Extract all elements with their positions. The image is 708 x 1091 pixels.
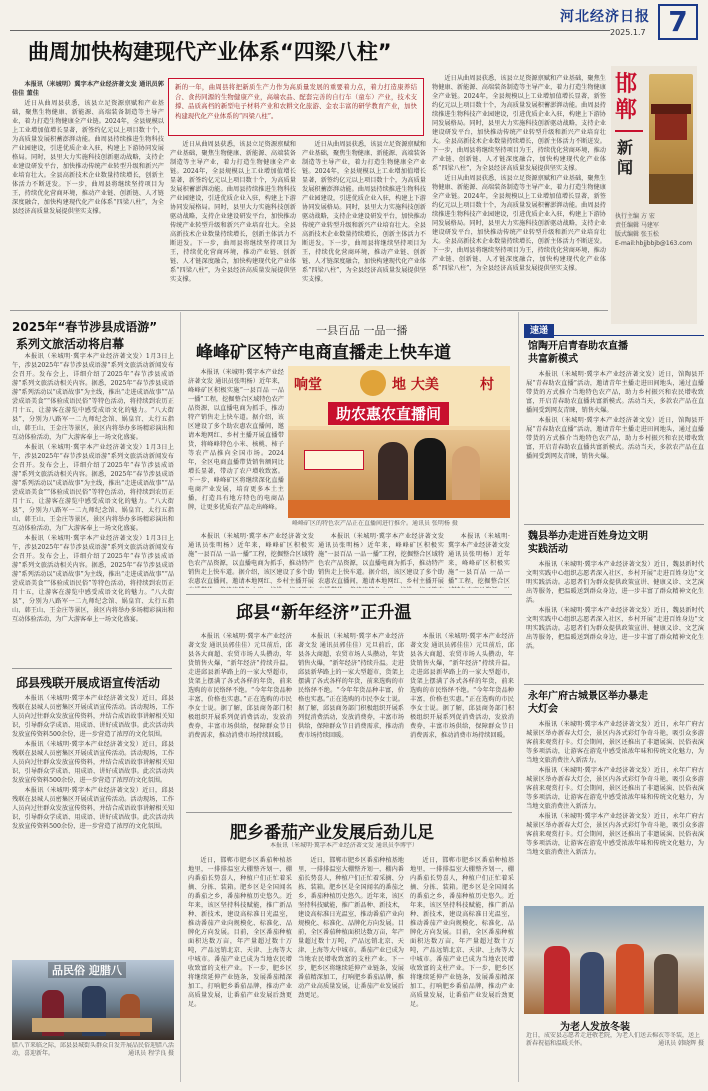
product-table [288,500,510,518]
brief-3-text: 本报讯（米城明·冀字本产业经济著文发）近日，永年广府古城景区举办新春大灯会，景区内各式彩灯争奇斗艳，吸引众多游客前来观赏打卡。灯会期间，景区还推出了非遗展演、民俗表演等多项活动，让游客在游览中感受浓浓年味和传统文化魅力，为当地文旅消费注入新活力。 [526,721,704,764]
divider [524,684,704,685]
brief-2-text: 本报讯（米城明·冀字本产业经济著文发）近日，魏县新时代文明实践中心组织志愿者深入社区、乡村开展“走进百姓身边”文明实践活动。志愿者们为群众提供政策宣讲、健康义诊、文艺演出等服务，把温暖送到群众身边，进一步丰富了群众精神文化生活。 [526,561,704,604]
livestream-text: 本报讯（米城明·冀字本产业经济著文发 通讯员张明杨）近年来，峰峰矿区积极实施“一县百品 一品一播”工程，挖掘整合区域特色农产品资源，以直播电商为抓手，推动特产销售走上快车道。据介绍，该区建设了多个助农惠农直播间，邀请本地网红、乡村主播开展 [318,533,444,585]
top-rule [10,30,610,31]
livestream-body-col3 [318,532,444,588]
brief-3-title: 永年广府古城景区举办暴走大灯会 [528,691,648,715]
divider [10,310,608,311]
main-body-col4 [432,74,606,306]
section-panel [611,66,697,324]
propaganda-text: 本报讯（米城明·冀字本产业经济著文发）近日，邱县残联在县城人员密集区开展成语宣传活动。活动现场，工作人员向过往群众发放宣传资料，并结合成语故事讲解相关知识，引导群众学成语、用成语、讲好成语故事。此次活动共发放宣传资料500余份，进一步营造了浓厚的文化氛围。 [12,787,174,830]
issue-date: 2025.1.7 [610,28,646,37]
festival-title: 2025年“春节涉县成语游” [12,320,158,334]
photo-left-credit: 通讯员 程学良 摄 [128,1050,174,1057]
festival-subtitle: 系列文旅活动将启幕 [16,337,125,351]
divider [186,812,512,813]
brief-1-text: 本报讯（米城明·冀字本产业经济著文发）近日，馆陶县开展“青春助农直播”活动，邀请青年主播走进田间地头，通过直播带货的方式推介当地特色农产品，助力乡村振兴和农民增收致富，开启青春助农直播共富新模式。活动当天，多款农产品在直播间受到网友青睐，销售火爆。 [526,371,704,414]
qiuxian-body-col2 [298,632,404,808]
propaganda-text: 本报讯（米城明·冀字本产业经济著文发）近日，邱县残联在县城人员密集区开展成语宣传活动。活动现场，工作人员向过往群众发放宣传资料，并结合成语故事讲解相关知识，引导群众学成语、用成语、讲好成语故事。此次活动共发放宣传资料500余份，进一步营造了浓厚的文化氛围。 [12,741,174,784]
tomato-text: 近日，邯郸市肥乡区番茄种植基地里，一排排温室大棚整齐划一，棚内番茄长势喜人，种植户们正忙着采摘、分拣、装箱。肥乡区是全国闻名的番茄之乡，番茄种植历史悠久。近年来，该区坚持科技赋能，推广新品种、新技术，建设高标准日光温室，推动番茄产业向规模化、标准化、品牌化方向发展。目前，全区番茄种植面积达数万亩，年产量超过数十万吨，产品远销北京、天津、上海等大中城市。番茄产业已成为当地农民增收致富的支柱产业。下一步，肥乡区将继续延伸产业链条，发展番茄精深加工，打响肥乡番茄品牌，推动产业高质量发展，让番茄产业发展后劲更足。 [188,857,292,1008]
main-body-cont: 近日从曲周县获悉，该县立足资源禀赋和产业基础，聚焦生物健康、新能源、高端装备制造等主导产业，着力打造生物健康全产业链。2024年，全县规模以上工业增加值增长显著，新签约亿元以上项目数十个，为高质量发展积蓄澎湃动能。曲周县持续推进生物科技产业园建设，引进优质企业入驻，构建上下游协同发展格局。同时，县里大力实施科技创新驱动战略，支持企业建设研发平台，加快推动传统产业转型升级和新兴产业培育壮大。全县高新技术企业数量持续增长，创新主体活力不断迸发。下一步，曲周县将继续坚持项目为王，持续优化营商环境，推动产业链、创新链、人才链深度融合，加快构建现代化产业体系“四梁八柱”，为全县经济高质量发展提供坚实支撑。 [432,75,606,172]
propaganda-title: 邱县残联开展成语宣传活动 [16,676,161,690]
photo-right-credit: 通讯员 韩晓辉 摄 [658,1040,704,1047]
qiuxian-text: 本报讯（米城明·冀字本产业经济著文发 通讯员郭佳佳）元旦前后，邱县各大商超、农贸市场人头攒动，年货销售火爆，“新年经济”持续升温。走进邱县新华路上的一家大型超市，货架上摆满了各式各样的年货，前来选购的市民络绎不绝。“今年年货品种丰富，价格也实惠。”正在选购的市民李女士说。据了解，邱县商务部门积极组织开展系列促消费活动，发放消费券，丰富市场供给，保障群众节日消费需求，推动消费市场持续回暖。 [298,633,404,739]
festival-text: 本报讯（米城明·冀字本产业经济著文发）1月3日上午，涉县2025年“春节涉县成语游”系列文旅活动新闻发布会召开。发布会上，详细介绍了2025年“春节涉县成语游”系列文旅活动相关内容。据悉，2025年“春节涉县成语游”系列活动以“成语故事”为主线，推出“走进成语故事”“品尝成语美食”“体验成语民俗”等特色活动，将持续到农历正月十五，让游客在游览中感受成语文化的魅力。“八大街县”，分别为八路军一二九师纪念馆、娲皇宫、太行五指山、韩王山、王金庄等景区，景区内将举办多场精彩演出和互动体验活动，为广大游客奉上一场文化盛宴。 [12,353,174,441]
divider [12,668,172,669]
lead-text: 新的一年，曲周县将把新质生产力作为高质量发展的重要着力点，着力打造康养结合、食药同源的生物健康产业，高端农品、配套完善的自行车（童车）产业，技术支撑、品质高档的新型电子材料产业和农耕文化旅游、金农丰富的研学教育产业，加快构建现代化产业体系的“四梁八柱”。 [175,83,417,120]
festival-text: 本报讯（米城明·冀字本产业经济著文发）1月3日上午，涉县2025年“春节涉县成语游”系列文旅活动新闻发布会召开。发布会上，详细介绍了2025年“春节涉县成语游”系列文旅活动相关内容。据悉，2025年“春节涉县成语游”系列活动以“成语故事”为主线，推出“走进成语故事”“品尝成语美食”“体验成语民俗”等特色活动，将持续到农历正月十五，让游客在游览中感受成语文化的魅力。“八大街县”，分别为八路军一二九师纪念馆、娲皇宫、太行五指山、韩王山、王金庄等景区，景区内将举办多场精彩演出和互动体验活动，为广大游客奉上一场文化盛宴。 [12,444,174,532]
page-number: 7 [658,4,698,40]
livestream-title: 峰峰矿区特产电商直播走上快车道 [196,343,451,363]
brief-2-text: 本报讯（米城明·冀字本产业经济著文发）近日，魏县新时代文明实践中心组织志愿者深入社区、乡村开展“走进百姓身边”文明实践活动。志愿者们为群众提供政策宣讲、健康义诊、文艺演出等服务，把温暖送到群众身边，进一步丰富了群众精神文化生活。 [526,607,704,650]
newspaper-name: 河北经济日报 [560,9,650,25]
tomato-byline: 本报讯（米城明·冀字本产业经济著文发 通讯员李博宇） [270,842,418,849]
banner-text-b: 地 大美 [392,377,439,393]
main-body-cont: 近日从曲周县获悉，该县立足资源禀赋和产业基础，聚焦生物健康、新能源、高端装备制造等主导产业，着力打造生物健康全产业链。2024年，全县规模以上工业增加值增长显著，新签约亿元以上项目数十个，为高质量发展积蓄澎湃动能。曲周县持续推进生物科技产业园建设，引进优质企业入驻，构建上下游协同发展格局。同时，县里大力实施科技创新驱动战略，支持企业建设研发平台，加快推动传统产业转型升级和新兴产业培育壮大。全县高新技术企业数量持续增长，创新主体活力不断迸发。下一步，曲周县将继续坚持项目为王，持续优化营商环境，推动产业链、创新链、人才链深度融合，加快构建现代化产业体系“四梁八柱”，为全县经济高质量发展提供坚实支撑。 [302,141,426,283]
photo-right [524,906,704,1014]
lead-box [168,78,424,136]
qiuxian-body-col1 [188,632,292,808]
livestream-body-col1 [188,368,284,534]
qiuxian-body-col3 [410,632,514,808]
staff-line: 责任编辑 马建军 [615,222,659,229]
tomato-title: 肥乡番茄产业发展后劲儿足 [230,823,434,843]
tomato-body-col2 [298,856,404,1084]
staff-line: 版式编辑 张玉松 [615,231,659,238]
livestream-body-col2 [188,532,314,588]
brief-label: 速递 [524,324,554,338]
main-body-col1 [12,80,164,306]
tomato-text: 近日，邯郸市肥乡区番茄种植基地里，一排排温室大棚整齐划一，棚内番茄长势喜人，种植户们正忙着采摘、分拣、装箱。肥乡区是全国闻名的番茄之乡，番茄种植历史悠久。近年来，该区坚持科技赋能，推广新品种、新技术，建设高标准日光温室，推动番茄产业向规模化、标准化、品牌化方向发展。目前，全区番茄种植面积达数万亩，年产量超过数十万吨，产品远销北京、天津、上海等大中城市。番茄产业已成为当地农民增收致富的支柱产业。下一步，肥乡区将继续延伸产业链条，发展番茄精深加工，打响肥乡番茄品牌，推动产业高质量发展，让番茄产业发展后劲更足。 [410,857,514,1008]
brief-header [524,318,704,336]
column-rule [518,312,519,1082]
staff-list [615,212,695,248]
brief-3-body [526,720,704,904]
brief-1-body [526,370,704,520]
photo-right-caption: 为老人发放冬装 [560,1022,630,1033]
livestream-text: 本报讯（米城明·冀字本产业经济著文发 通讯员张明杨）近年来，峰峰矿区积极实施“一县百品 一品一播”工程，挖掘整合区域特色农产品资源，以直播电商为抓手，推动特产销售走上快车道。据介绍，该区建设了多个助农惠农直播间，邀请本地网红、乡村主播开展直播带货，将峰峰特色小米、核桃、柿子等农产品推向全国市场。2024年，全区电商直播带货销售额同比增长显著，带动了农户增收致富。下一步，峰峰矿区将继续深化直播电商产业发展，培育更多本土主播，打造具有地方特色的电商品牌，让更多优质农产品走出峰峰。 [188,369,284,511]
tomato-text: 近日，邯郸市肥乡区番茄种植基地里，一排排温室大棚整齐划一，棚内番茄长势喜人，种植户们正忙着采摘、分拣、装箱。肥乡区是全国闻名的番茄之乡，番茄种植历史悠久。近年来，该区坚持科技赋能，推广新品种、新技术，建设高标准日光温室，推动番茄产业向规模化、标准化、品牌化方向发展。目前，全区番茄种植面积达数万亩，年产量超过数十万吨，产品远销北京、天津、上海等大中城市。番茄产业已成为当地农民增收致富的支柱产业。下一步，肥乡区将继续延伸产业链条，发展番茄精深加工，打响肥乡番茄品牌，推动产业高质量发展，让番茄产业发展后劲更足。 [298,857,404,999]
masthead [560,6,660,37]
main-body: 近日从曲周县获悉，该县立足资源禀赋和产业基础，聚焦生物健康、新能源、高端装备制造等主导产业，着力打造生物健康全产业链。2024年，全县规模以上工业增加值增长显著，新签约亿元以上项目数十个，为高质量发展积蓄澎湃动能。曲周县持续推进生物科技产业园建设，引进优质企业入驻，构建上下游协同发展格局。同时，县里大力实施科技创新驱动战略，支持企业建设研发平台，加快推动传统产业转型升级和新兴产业培育壮大。全县高新技术企业数量持续增长，创新主体活力不断迸发。下一步，曲周县将继续坚持项目为王，持续优化营商环境，推动产业链、创新链、人才链深度融合，加快构建现代化产业体系“四梁八柱”，为全县经济高质量发展提供坚实支撑。 [12,100,164,215]
column-rule [180,312,181,1082]
tomato-body-col3 [410,856,514,1084]
divider [524,524,704,525]
livestream-photo [288,366,510,518]
section-city: 邯郸 [615,72,638,123]
building-illustration [649,74,693,204]
qiuxian-title: 邱县“新年经济”正升温 [236,603,412,623]
product-sign [304,450,364,470]
livestream-body-col4 [448,532,510,588]
brief-3-text: 本报讯（米城明·冀字本产业经济著文发）近日，永年广府古城景区举办新春大灯会，景区内各式彩灯争奇斗艳，吸引众多游客前来观赏打卡。灯会期间，景区还推出了非遗展演、民俗表演等多项活动，让游客在游览中感受浓浓年味和传统文化魅力，为当地文旅消费注入新活力。 [526,813,704,856]
tomato-body-col1 [188,856,292,1084]
photo-right-desc-block [526,1032,704,1084]
festival-body [12,352,174,662]
staff-line: 执行主编 方 宏 [615,213,655,220]
brief-3-text: 本报讯（米城明·冀字本产业经济著文发）近日，永年广府古城景区举办新春大灯会，景区内各式彩灯争奇斗艳，吸引众多游客前来观赏打卡。灯会期间，景区还推出了非遗展演、民俗表演等多项活动，让游客在游览中感受浓浓年味和传统文化魅力，为当地文旅消费注入新活力。 [526,767,704,810]
festival-heading [12,318,174,352]
staff-email: E-mail:hbjjbbjb@163.com [615,240,693,247]
photo-left-caption: 品民俗 迎腊八 [48,962,126,978]
brief-2-title: 魏县举办走进百姓身边文明实践活动 [528,531,648,555]
main-dateline: 本报讯（米城明）冀字本产业经济著文发 通讯员郭佳佳 董佳 [12,81,164,97]
banner-text-a: 响堂 [294,377,322,393]
section-divider [615,130,643,132]
banner-sub: 助农惠农直播间 [328,402,449,425]
photo-left-desc: 腊八节来临之际，邱县县城街头群众自发开展品民俗迎腊八活动，喜迎新年。 [12,1042,174,1057]
brief-1-text: 本报讯（米城明·冀字本产业经济著文发）近日，馆陶县开展“青春助农直播”活动，邀请青年主播走进田间地头，通过直播带货的方式推介当地特色农产品，助力乡村振兴和农民增收致富，开启青春助农直播共富新模式。活动当天，多款农产品在直播间受到网友青睐，销售火爆。 [526,417,704,460]
livestream-text: 本报讯（米城明·冀字本产业经济著文发 通讯员张明杨）近年来，峰峰矿区积极实施“一县百品 一品一播”工程，挖掘整合区 [448,533,510,585]
main-body-col3 [302,140,426,306]
festival-text: 本报讯（米城明·冀字本产业经济著文发）1月3日上午，涉县2025年“春节涉县成语游”系列文旅活动新闻发布会召开。发布会上，详细介绍了2025年“春节涉县成语游”系列文旅活动相关内容。据悉，2025年“春节涉县成语游”系列活动以“成语故事”为主线，推出“走进成语故事”“品尝成语美食”“体验成语民俗”等特色活动，将持续到农历正月十五，让游客在游览中感受成语文化的魅力。“八大街县”，分别为八路军一二九师纪念馆、娲皇宫、太行五指山、韩王山、王金庄等景区，景区内将举办多场精彩演出和互动体验活动，为广大游客奉上一场文化盛宴。 [12,535,174,623]
photo-left [12,960,174,1040]
livestream-text: 本报讯（米城明·冀字本产业经济著文发 通讯员张明杨）近年来，峰峰矿区积极实施“一县百品 一品一播”工程，挖掘整合区域特色农产品资源，以直播电商为抓手，推动特产销售走上快车道。据介绍，该区建设了多个助农惠农直播间，邀请本地网红、乡村主播开展 [188,533,314,585]
section-category: 新闻 [617,138,634,177]
livestream-kicker: 一县百品 一品一播 [316,324,408,337]
banner-text-c: 村 [480,377,494,393]
main-body-col2 [170,140,296,306]
main-body-cont: 近日从曲周县获悉，该县立足资源禀赋和产业基础，聚焦生物健康、新能源、高端装备制造等主导产业，着力打造生物健康全产业链。2024年，全县规模以上工业增加值增长显著，新签约亿元以上项目数十个，为高质量发展积蓄澎湃动能。曲周县持续推进生物科技产业园建设，引进优质企业入驻，构建上下游协同发展格局。同时，县里大力实施科技创新驱动战略，支持企业建设研发平台，加快推动传统产业转型升级和新兴产业培育壮大。全县高新技术企业数量持续增长，创新主体活力不断迸发。下一步，曲周县将继续坚持项目为王，持续优化营商环境，推动产业链、创新链、人才链深度融合，加快构建现代化产业体系“四梁八柱”，为全县经济高质量发展提供坚实支撑。 [432,175,606,272]
livestream-photo-caption: 峰峰矿区的特色农产品正在直播间进行推介。通讯员 张明杨 摄 [292,520,458,527]
photo-left-desc-block [12,1042,174,1082]
qiuxian-text: 本报讯（米城明·冀字本产业经济著文发 通讯员郭佳佳）元旦前后，邱县各大商超、农贸市场人头攒动，年货销售火爆，“新年经济”持续升温。走进邱县新华路上的一家大型超市，货架上摆满了各式各样的年货，前来选购的市民络绎不绝。“今年年货品种丰富，价格也实惠。”正在选购的市民李女士说。据了解，邱县商务部门积极组织开展系列促消费活动，发放消费券，丰富市场供给，保障群众节日消费需求，推动消费市场持续回暖。 [410,633,514,739]
brief-2-body [526,560,704,680]
banner-logo [360,370,386,396]
photo-right-desc: 近日，成安县志愿者走进敬老院，为老人们送去棉衣等冬装，送上新春祝福和温暖关怀。 [526,1032,701,1047]
propaganda-body [12,694,174,956]
divider [186,594,512,595]
main-body-cont: 近日从曲周县获悉，该县立足资源禀赋和产业基础，聚焦生物健康、新能源、高端装备制造等主导产业，着力打造生物健康全产业链。2024年，全县规模以上工业增加值增长显著，新签约亿元以上项目数十个，为高质量发展积蓄澎湃动能。曲周县持续推进生物科技产业园建设，引进优质企业入驻，构建上下游协同发展格局。同时，县里大力实施科技创新驱动战略，支持企业建设研发平台，加快推动传统产业转型升级和新兴产业培育壮大。全县高新技术企业数量持续增长，创新主体活力不断迸发。下一步，曲周县将继续坚持项目为王，持续优化营商环境，推动产业链、创新链、人才链深度融合，加快构建现代化产业体系“四梁八柱”，为全县经济高质量发展提供坚实支撑。 [170,141,296,283]
propaganda-text: 本报讯（米城明·冀字本产业经济著文发）近日，邱县残联在县城人员密集区开展成语宣传活动。活动现场，工作人员向过往群众发放宣传资料，并结合成语故事讲解相关知识，引导群众学成语、用成语、讲好成语故事。此次活动共发放宣传资料500余份，进一步营造了浓厚的文化氛围。 [12,695,174,738]
main-headline: 曲周加快构建现代产业体系“四梁八柱” [28,40,392,64]
qiuxian-text: 本报讯（米城明·冀字本产业经济著文发 通讯员郭佳佳）元旦前后，邱县各大商超、农贸市场人头攒动，年货销售火爆，“新年经济”持续升温。走进邱县新华路上的一家大型超市，货架上摆满了各式各样的年货，前来选购的市民络绎不绝。“今年年货品种丰富，价格也实惠。”正在选购的市民李女士说。据了解，邱县商务部门积极组织开展系列促消费活动，发放消费券，丰富市场供给，保障群众节日消费需求，推动消费市场持续回暖。 [188,633,292,739]
brief-1-title: 馆陶开启青春助农直播共富新模式 [528,341,628,365]
